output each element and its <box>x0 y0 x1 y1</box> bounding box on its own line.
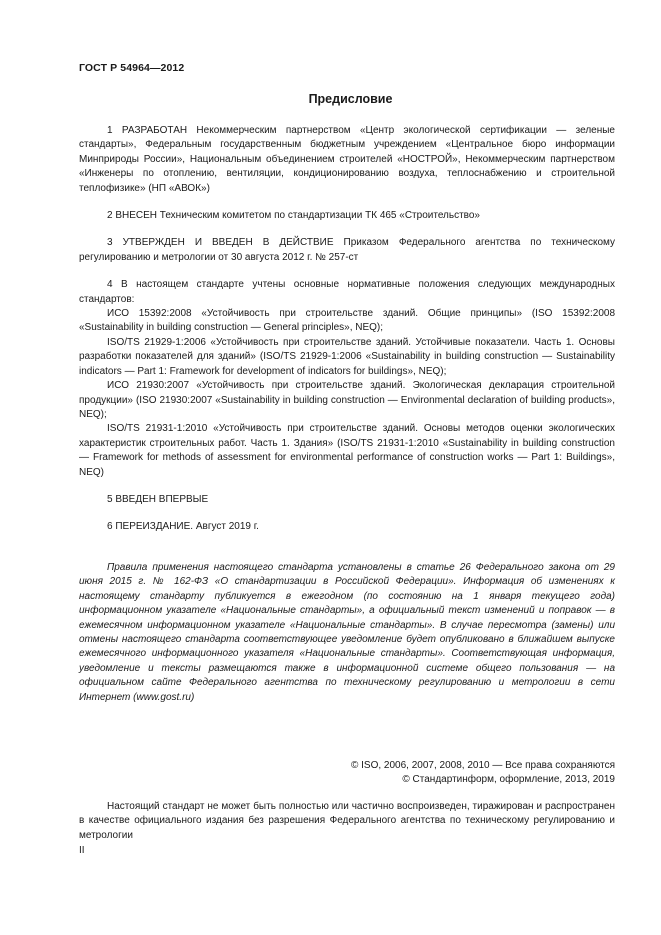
section-title <box>79 92 614 106</box>
standard-reference: ISO/TS 21931-1:2010 «Устойчивость при строительстве зданий. Основы методов оценки экологических характеристик строительных работ. Часть 1. Здания» (ISO/TS 21931-1:2010 «Sustainability in building construction — Framework for methods of assessment for environmental performance of construction works — Part 1: Buildings», NEQ) <box>79 423 615 478</box>
section-title-text: Предисловие <box>308 92 393 106</box>
standard-reference: ИСО 21930:2007 «Устойчивость при строительстве зданий. Экологическая декларация строительной продукции» (ISO 21930:2007 «Sustainability in building construction — Environmental declaration of building products», NEQ); <box>79 380 615 420</box>
foreword-body <box>79 124 615 535</box>
copyright-block <box>351 759 615 788</box>
item-standards-intro: 4 В настоящем стандарте учтены основные нормативные положения следующих международных стандартов: <box>79 279 615 305</box>
standard-reference: ISO/TS 21929-1:2006 «Устойчивость при строительстве зданий. Устойчивые показатели. Часть 1. Основы разработки показателей для зданий» (ISO/TS 21929-1:2006 «Sustainability in building construction — Sustainability indicators — Part 1: Framework for development of indicators for buildings», NEQ); <box>79 336 615 377</box>
copyright-iso: © ISO, 2006, 2007, 2008, 2010 — Все права сохраняются <box>350 760 615 771</box>
application-rules-notice: Правила применения настоящего стандарта установлены в статье 26 Федерального закона от 29 июня 2015 г. № 162-ФЗ «О стандартизации в Российской Федерации». Информация об изменениях к настоящему стандарту публикуется в ежегодном (по состоянию на 1 января текущего года) информационном указателе «Национальные стандарты», а официальный текст изменений и поправок — в ежемесячном информационном указателе «Национальные стандарты». В случае пересмотра (замены) или отмены настоящего стандарта соответствующее уведомление будет опубликовано в ближайшем выпуске ежемесячного информационного указателя «Национальные стандарты». Соответствующая информация, уведомление и тексты размещаются также в информационной системе общего пользования — на официальном сайте Федерального агентства по техническому регулированию и метрологии в сети Интернет (www.gost.ru) <box>79 562 615 703</box>
item-developed: 1 РАЗРАБОТАН Некоммерческим партнерством «Центр экологической сертификации — зеленые стандарты», Федеральным государственным бюджетным учреждением «Центральное бюро информации Минприроды России», Национальным объединением строителей «НОСТРОЙ», Некоммерческим партнерством «Инженеры по отоплению, вентиляции, кондиционированию воздуха, теплоснабжению и строительной теплофизике» (НП «АВОК») <box>79 125 615 194</box>
item-reissue: 6 ПЕРЕИЗДАНИЕ. Август 2019 г. <box>107 521 259 533</box>
copyright-standartinform: © Стандартинформ, оформление, 2013, 2019 <box>402 774 615 786</box>
document-code: ГОСТ Р 54964—2012 <box>79 62 185 74</box>
standard-reference: ИСО 15392:2008 «Устойчивость при строительстве зданий. Общие принципы» (ISO 15392:2008 «Sustainability in building construction — General principles», NEQ); <box>79 308 615 334</box>
item-approved: 3 УТВЕРЖДЕН И ВВЕДЕН В ДЕЙСТВИЕ Приказом Федерального агентства по техническому регулированию и метрологии от 30 августа 2012 г. № 257-ст <box>79 237 615 263</box>
page-number: II <box>79 845 85 856</box>
item-first-introduced: 5 ВВЕДЕН ВПЕРВЫЕ <box>107 493 209 505</box>
reproduction-notice: Настоящий стандарт не может быть полностью или частично воспроизведен, тиражирован и распространен в качестве официального издания без разрешения Федерального агентства по техническому регулированию и метрологии <box>79 801 615 841</box>
item-submitted: 2 ВНЕСЕН Техническим комитетом по стандартизации ТК 465 «Строительство» <box>107 210 480 222</box>
